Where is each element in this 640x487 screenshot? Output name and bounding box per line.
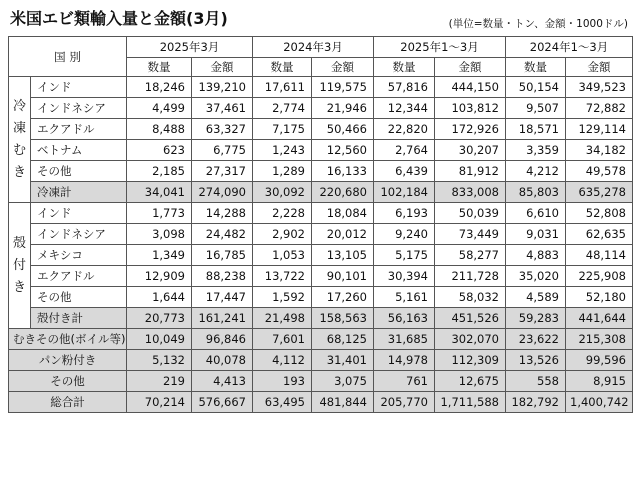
summary-row [9,329,633,350]
value-cell: 1,773 [127,203,192,224]
table-row [9,203,633,224]
value-cell: 21,498 [253,308,312,329]
value-cell: 5,132 [127,350,192,371]
value-cell: 4,112 [253,350,312,371]
value-cell: 30,092 [253,182,312,203]
value-cell: 9,240 [374,224,435,245]
value-cell: 48,114 [566,245,633,266]
value-cell: 103,812 [435,98,506,119]
row-label: インド [31,77,127,98]
value-cell: 6,775 [192,140,253,161]
value-cell: 2,228 [253,203,312,224]
value-cell: 50,466 [312,119,374,140]
value-cell: 1,644 [127,287,192,308]
value-cell: 635,278 [566,182,633,203]
value-cell: 4,883 [506,245,566,266]
table-row [9,140,633,161]
row-label: 総合計 [9,392,127,413]
row-label: ベトナム [31,140,127,161]
value-cell: 10,049 [127,329,192,350]
value-cell: 5,161 [374,287,435,308]
value-cell: 58,277 [435,245,506,266]
value-cell: 1,711,588 [435,392,506,413]
period-header: 2025年1～3月 [374,37,506,58]
value-cell: 63,327 [192,119,253,140]
value-cell: 17,260 [312,287,374,308]
value-cell: 96,846 [192,329,253,350]
table-row [9,266,633,287]
value-cell: 73,449 [435,224,506,245]
value-cell: 623 [127,140,192,161]
row-label: その他 [9,371,127,392]
table-row [9,224,633,245]
row-label: 冷凍計 [31,182,127,203]
value-cell: 158,563 [312,308,374,329]
value-cell: 56,163 [374,308,435,329]
value-cell: 3,359 [506,140,566,161]
value-cell: 1,053 [253,245,312,266]
metric-header: 金額 [312,58,374,77]
value-cell: 13,722 [253,266,312,287]
value-cell: 1,243 [253,140,312,161]
subtotal-row [9,182,633,203]
value-cell: 444,150 [435,77,506,98]
value-cell: 139,210 [192,77,253,98]
value-cell: 40,078 [192,350,253,371]
row-label: インドネシア [31,98,127,119]
value-cell: 3,075 [312,371,374,392]
section-label [9,203,31,329]
value-cell: 6,439 [374,161,435,182]
corner-header: 国 別 [9,37,127,77]
row-label: エクアドル [31,266,127,287]
metric-header: 数量 [127,58,192,77]
value-cell: 8,915 [566,371,633,392]
value-cell: 31,685 [374,329,435,350]
value-cell: 576,667 [192,392,253,413]
value-cell: 16,785 [192,245,253,266]
value-cell: 13,105 [312,245,374,266]
value-cell: 205,770 [374,392,435,413]
value-cell: 558 [506,371,566,392]
value-cell: 182,792 [506,392,566,413]
value-cell: 37,461 [192,98,253,119]
value-cell: 62,635 [566,224,633,245]
value-cell: 12,344 [374,98,435,119]
row-label: その他 [31,287,127,308]
row-label: インド [31,203,127,224]
value-cell: 6,610 [506,203,566,224]
value-cell: 18,246 [127,77,192,98]
value-cell: 16,133 [312,161,374,182]
shrimp-import-table [8,36,633,413]
value-cell: 4,589 [506,287,566,308]
value-cell: 225,908 [566,266,633,287]
value-cell: 34,041 [127,182,192,203]
value-cell: 5,175 [374,245,435,266]
value-cell: 17,611 [253,77,312,98]
value-cell: 9,507 [506,98,566,119]
section-label-char: 殻 [12,235,26,251]
value-cell: 70,214 [127,392,192,413]
metric-header: 数量 [506,58,566,77]
row-label: パン粉付き [9,350,127,371]
value-cell: 441,644 [566,308,633,329]
value-cell: 17,447 [192,287,253,308]
value-cell: 9,031 [506,224,566,245]
table-row [9,77,633,98]
period-header: 2024年1～3月 [506,37,633,58]
value-cell: 3,098 [127,224,192,245]
value-cell: 7,175 [253,119,312,140]
value-cell: 4,499 [127,98,192,119]
value-cell: 90,101 [312,266,374,287]
value-cell: 1,349 [127,245,192,266]
row-label: インドネシア [31,224,127,245]
value-cell: 81,912 [435,161,506,182]
value-cell: 24,482 [192,224,253,245]
table-row [9,245,633,266]
value-cell: 4,212 [506,161,566,182]
document-title: 米国エビ類輸入量と金額(3月) [10,9,228,28]
value-cell: 21,946 [312,98,374,119]
value-cell: 18,571 [506,119,566,140]
value-cell: 2,185 [127,161,192,182]
subtotal-row [9,308,633,329]
value-cell: 161,241 [192,308,253,329]
section-label-char: き [12,164,26,180]
metric-header: 金額 [566,58,633,77]
value-cell: 34,182 [566,140,633,161]
value-cell: 23,622 [506,329,566,350]
value-cell: 761 [374,371,435,392]
value-cell: 102,184 [374,182,435,203]
value-cell: 58,032 [435,287,506,308]
value-cell: 49,578 [566,161,633,182]
value-cell: 20,012 [312,224,374,245]
value-cell: 52,180 [566,287,633,308]
value-cell: 85,803 [506,182,566,203]
value-cell: 18,084 [312,203,374,224]
value-cell: 7,601 [253,329,312,350]
value-cell: 193 [253,371,312,392]
unit-note: (単位=数量・トン、金額・1000ドル) [448,18,628,30]
metric-header: 金額 [192,58,253,77]
value-cell: 833,008 [435,182,506,203]
section-label-char: 冷 [12,98,26,114]
value-cell: 2,902 [253,224,312,245]
value-cell: 215,308 [566,329,633,350]
value-cell: 13,526 [506,350,566,371]
value-cell: 88,238 [192,266,253,287]
value-cell: 1,400,742 [566,392,633,413]
value-cell: 12,675 [435,371,506,392]
value-cell: 22,820 [374,119,435,140]
table-row [9,161,633,182]
value-cell: 2,774 [253,98,312,119]
value-cell: 27,317 [192,161,253,182]
value-cell: 219 [127,371,192,392]
section-label-char: 凍 [12,120,26,136]
period-header: 2024年3月 [253,37,374,58]
section-label-char: む [12,142,26,158]
section-label [9,77,31,203]
value-cell: 1,289 [253,161,312,182]
row-label: むきその他(ボイル等) [9,329,127,350]
value-cell: 481,844 [312,392,374,413]
value-cell: 20,773 [127,308,192,329]
row-label: エクアドル [31,119,127,140]
row-label: その他 [31,161,127,182]
value-cell: 129,114 [566,119,633,140]
value-cell: 99,596 [566,350,633,371]
table-row [9,98,633,119]
value-cell: 12,560 [312,140,374,161]
value-cell: 112,309 [435,350,506,371]
value-cell: 50,154 [506,77,566,98]
value-cell: 172,926 [435,119,506,140]
value-cell: 8,488 [127,119,192,140]
summary-row [9,392,633,413]
value-cell: 451,526 [435,308,506,329]
value-cell: 31,401 [312,350,374,371]
value-cell: 211,728 [435,266,506,287]
row-label: メキシコ [31,245,127,266]
value-cell: 6,193 [374,203,435,224]
value-cell: 59,283 [506,308,566,329]
value-cell: 349,523 [566,77,633,98]
value-cell: 50,039 [435,203,506,224]
value-cell: 1,592 [253,287,312,308]
value-cell: 57,816 [374,77,435,98]
metric-header: 金額 [435,58,506,77]
section-label-char: き [12,279,26,295]
metric-header: 数量 [374,58,435,77]
table-row [9,287,633,308]
period-header: 2025年3月 [127,37,253,58]
value-cell: 302,070 [435,329,506,350]
value-cell: 12,909 [127,266,192,287]
value-cell: 52,808 [566,203,633,224]
value-cell: 4,413 [192,371,253,392]
value-cell: 119,575 [312,77,374,98]
value-cell: 274,090 [192,182,253,203]
row-label: 殻付き計 [31,308,127,329]
value-cell: 35,020 [506,266,566,287]
table-row [9,119,633,140]
value-cell: 30,207 [435,140,506,161]
value-cell: 63,495 [253,392,312,413]
value-cell: 72,882 [566,98,633,119]
section-label-char: 付 [12,257,26,273]
metric-header: 数量 [253,58,312,77]
value-cell: 30,394 [374,266,435,287]
summary-row [9,371,633,392]
value-cell: 68,125 [312,329,374,350]
summary-row [9,350,633,371]
value-cell: 220,680 [312,182,374,203]
value-cell: 14,978 [374,350,435,371]
value-cell: 2,764 [374,140,435,161]
value-cell: 14,288 [192,203,253,224]
